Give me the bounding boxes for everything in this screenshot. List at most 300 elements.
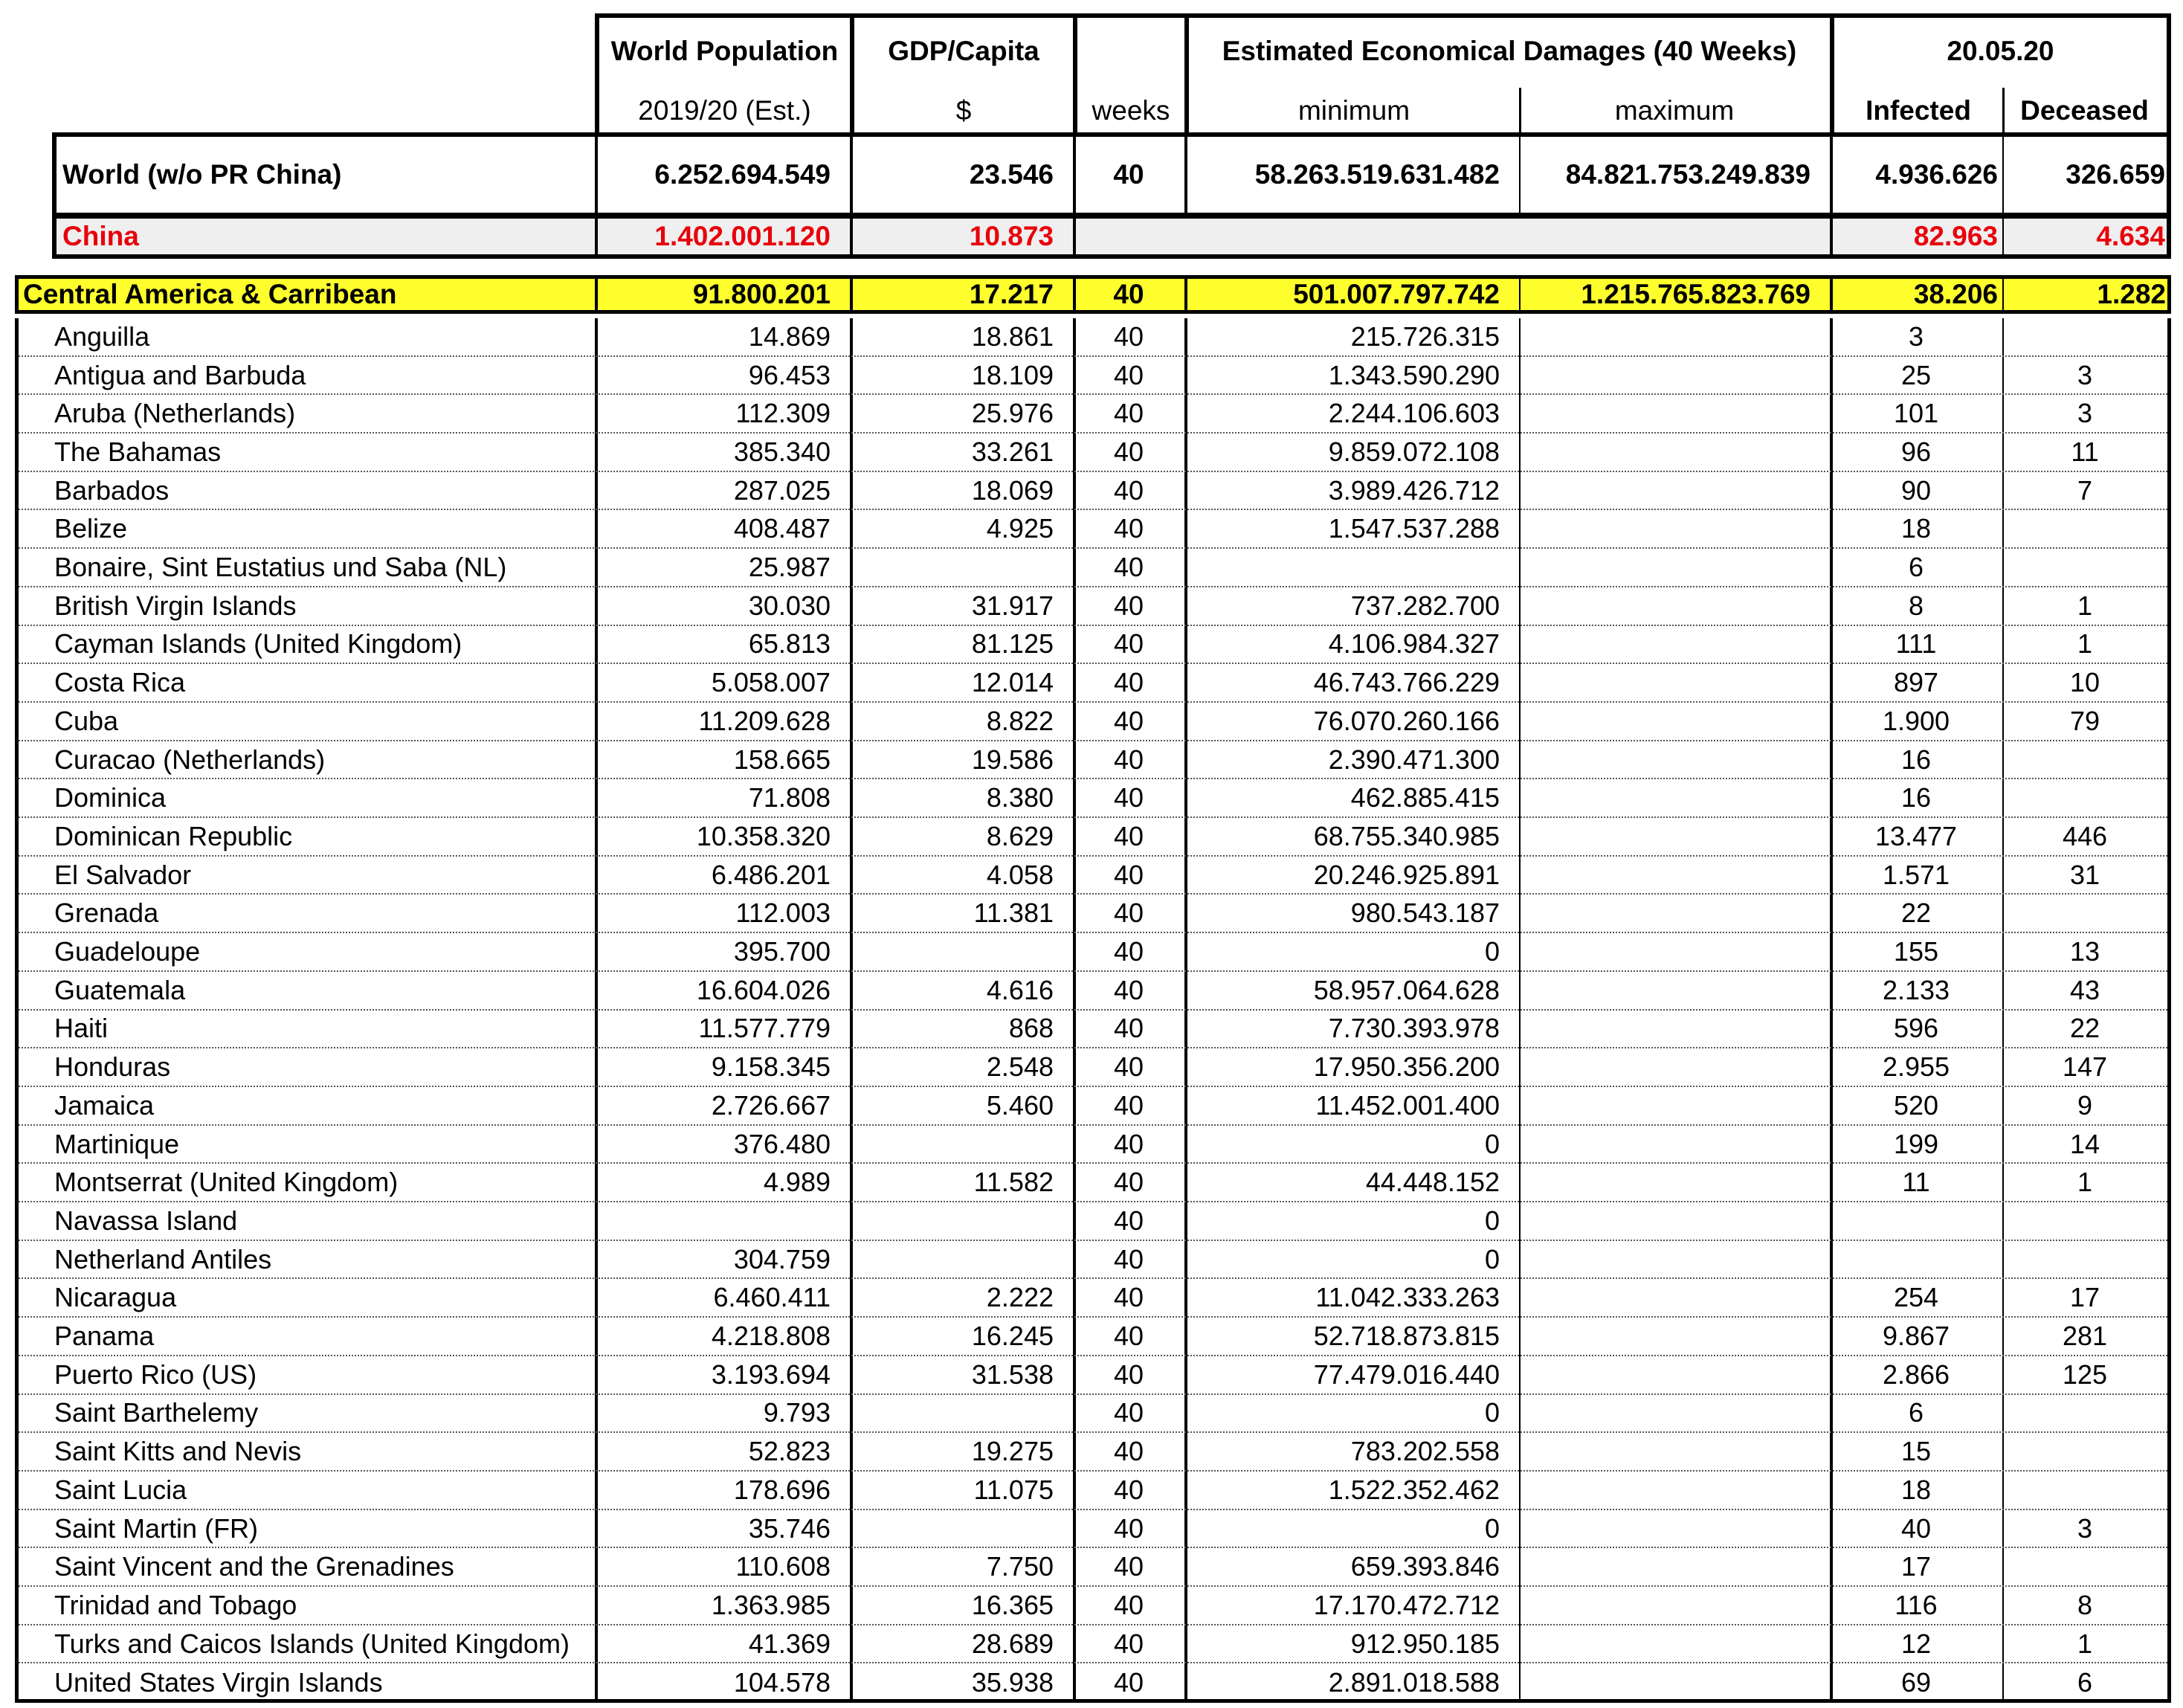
country-population [595, 1202, 850, 1240]
country-min-damage: 783.202.558 [1350, 1436, 1500, 1467]
country-deceased: 1 [2077, 1167, 2093, 1198]
country-weeks: 40 [1113, 1205, 1144, 1236]
country-min-damage: 11.452.001.400 [1315, 1089, 1500, 1121]
country-min-damage: 737.282.700 [1350, 590, 1500, 621]
country-weeks: 40 [1113, 1243, 1144, 1274]
country-min-damage: 0 [1484, 1397, 1500, 1428]
world-gdp: 23.546 [969, 159, 1054, 190]
table-row [19, 1433, 2167, 1472]
country-infected: 6 [1908, 1397, 1924, 1428]
country-gdp: 12.014 [971, 667, 1054, 698]
country-name: Navassa Island [54, 1205, 238, 1236]
country-min-damage: 215.726.315 [1350, 320, 1500, 352]
country-weeks: 40 [1113, 859, 1144, 890]
table-row [19, 511, 2167, 550]
country-min-damage: 659.393.846 [1350, 1551, 1500, 1582]
country-min-damage: 76.070.260.166 [1313, 705, 1500, 736]
country-min-damage: 77.479.016.440 [1313, 1359, 1500, 1390]
table-row [19, 741, 2167, 780]
table-row [19, 472, 2167, 511]
country-name: Netherland Antiles [54, 1243, 272, 1274]
table-row [19, 1318, 2167, 1356]
table-row [19, 1587, 2167, 1625]
country-deceased [2002, 1548, 2167, 1585]
table-header [595, 13, 2171, 134]
country-gdp: 19.275 [971, 1436, 1054, 1467]
country-infected: 69 [1900, 1667, 1932, 1698]
country-population: 41.369 [748, 1628, 831, 1659]
country-infected: 90 [1900, 474, 1932, 506]
country-name: Dominica [54, 782, 167, 813]
country-infected: 16 [1900, 744, 1932, 775]
region-infected: 38.206 [1913, 279, 1998, 309]
country-infected: 155 [1893, 936, 1939, 967]
country-gdp: 8.629 [986, 820, 1054, 851]
country-population: 5.058.007 [711, 667, 831, 698]
table-row [19, 1280, 2167, 1318]
country-infected: 101 [1893, 398, 1939, 429]
country-deceased: 3 [2077, 359, 2093, 390]
country-deceased [2002, 1241, 2167, 1278]
header-damages-title: Estimated Economical Damages (40 Weeks) [1222, 36, 1797, 66]
country-gdp: 25.976 [971, 398, 1054, 429]
country-gdp [850, 1510, 1073, 1547]
country-deceased: 43 [2069, 974, 2100, 1005]
country-name: Bonaire, Sint Eustatius und Saba (NL) [54, 552, 507, 583]
header-min-sub: minimum [1297, 95, 1410, 126]
country-gdp: 18.069 [971, 474, 1054, 506]
country-name: Antigua and Barbuda [54, 359, 306, 390]
country-deceased [2002, 1395, 2167, 1432]
world-weeks: 40 [1113, 159, 1144, 190]
country-population: 71.808 [748, 782, 831, 813]
country-population: 25.987 [748, 552, 831, 583]
country-weeks: 40 [1113, 1667, 1144, 1698]
country-min-damage: 1.547.537.288 [1328, 513, 1500, 544]
country-gdp: 18.109 [971, 359, 1054, 390]
country-population: 2.726.667 [711, 1089, 831, 1121]
header-max-sub: maximum [1614, 95, 1735, 126]
country-gdp: 31.917 [971, 590, 1054, 621]
header-deceased-sub: Deceased [2020, 95, 2149, 126]
country-min-damage [1184, 549, 1519, 586]
region-population: 91.800.201 [692, 279, 831, 309]
region-max: 1.215.765.823.769 [1581, 279, 1810, 309]
country-name: Saint Kitts and Nevis [54, 1436, 302, 1467]
country-infected [1830, 1202, 2002, 1240]
country-weeks: 40 [1113, 1051, 1144, 1083]
country-population: 110.608 [735, 1551, 831, 1582]
china-gdp: 10.873 [969, 221, 1054, 251]
country-weeks: 40 [1113, 1167, 1144, 1198]
country-min-damage: 68.755.340.985 [1313, 820, 1500, 851]
country-min-damage: 46.743.766.229 [1313, 667, 1500, 698]
country-min-damage: 0 [1484, 1512, 1500, 1544]
country-infected: 96 [1900, 436, 1932, 467]
country-infected: 40 [1900, 1512, 1932, 1544]
country-deceased [2002, 779, 2167, 816]
country-population: 3.193.694 [711, 1359, 831, 1390]
country-infected: 520 [1893, 1089, 1939, 1121]
country-infected: 22 [1900, 897, 1932, 929]
header-damages-divider [1519, 88, 1521, 134]
table-row [19, 587, 2167, 626]
country-weeks: 40 [1113, 667, 1144, 698]
country-min-damage: 2.244.106.603 [1328, 398, 1500, 429]
country-infected: 254 [1893, 1282, 1939, 1313]
country-min-damage: 20.246.925.891 [1313, 859, 1500, 890]
country-gdp: 8.380 [986, 782, 1054, 813]
table-row [19, 1202, 2167, 1241]
country-weeks: 40 [1113, 1551, 1144, 1582]
table-row [19, 1087, 2167, 1126]
country-weeks: 40 [1113, 974, 1144, 1005]
country-gdp [850, 933, 1073, 970]
country-min-damage: 9.859.072.108 [1328, 436, 1500, 467]
country-weeks: 40 [1113, 474, 1144, 506]
country-name: Martinique [54, 1128, 180, 1159]
country-gdp: 5.460 [986, 1089, 1054, 1121]
country-infected: 1.900 [1882, 705, 1950, 736]
country-infected: 25 [1900, 359, 1932, 390]
region-weeks: 40 [1113, 279, 1144, 309]
country-population: 96.453 [748, 359, 831, 390]
country-name: Haiti [54, 1013, 109, 1044]
table-row [19, 1395, 2167, 1434]
country-weeks: 40 [1113, 705, 1144, 736]
header-gdp [850, 13, 1073, 134]
country-gdp: 16.365 [971, 1589, 1054, 1620]
country-weeks: 40 [1113, 513, 1144, 544]
country-weeks: 40 [1113, 436, 1144, 467]
table-row [19, 318, 2167, 357]
country-deceased: 9 [2077, 1089, 2093, 1121]
country-name: Belize [54, 513, 128, 544]
region-gdp: 17.217 [969, 279, 1054, 309]
country-gdp: 81.125 [971, 628, 1054, 660]
country-population: 10.358.320 [696, 820, 831, 851]
country-infected: 111 [1895, 628, 1937, 660]
country-gdp: 4.616 [986, 974, 1054, 1005]
country-infected: 18 [1900, 1474, 1932, 1505]
country-weeks: 40 [1113, 628, 1144, 660]
table-row [19, 1356, 2167, 1395]
country-name: Guadeloupe [54, 936, 201, 967]
country-min-damage: 462.885.415 [1350, 782, 1500, 813]
country-gdp: 4.925 [986, 513, 1054, 544]
country-gdp: 2.222 [986, 1282, 1054, 1313]
country-weeks: 40 [1113, 1282, 1144, 1313]
country-deceased: 79 [2069, 705, 2100, 736]
country-deceased: 3 [2077, 398, 2093, 429]
country-infected: 2.866 [1882, 1359, 1950, 1390]
country-name: Cayman Islands (United Kingdom) [54, 628, 462, 660]
country-weeks: 40 [1113, 820, 1144, 851]
country-gdp: 4.058 [986, 859, 1054, 890]
table-row [19, 972, 2167, 1011]
header-date [1830, 13, 2171, 134]
world-deceased: 326.659 [2066, 159, 2165, 190]
table-row [19, 434, 2167, 472]
world-min: 58.263.519.631.482 [1254, 159, 1500, 190]
country-population: 14.869 [748, 320, 831, 352]
header-date-divider [2002, 88, 2005, 134]
country-deceased: 17 [2069, 1282, 2100, 1313]
country-deceased: 14 [2069, 1128, 2100, 1159]
country-name: Jamaica [54, 1089, 155, 1121]
table-row [19, 664, 2167, 703]
header-population [595, 13, 850, 134]
country-deceased: 1 [2077, 590, 2093, 621]
world-population: 6.252.694.549 [654, 159, 831, 190]
country-deceased: 3 [2077, 1512, 2093, 1544]
country-name: Dominican Republic [54, 820, 293, 851]
country-gdp: 19.586 [971, 744, 1054, 775]
table-row [19, 818, 2167, 857]
country-name: Saint Barthelemy [54, 1397, 259, 1428]
country-deceased: 6 [2077, 1667, 2093, 1698]
table-row [19, 1510, 2167, 1549]
header-weeks [1073, 13, 1184, 134]
country-deceased: 147 [2062, 1051, 2108, 1083]
china-population: 1.402.001.120 [654, 221, 831, 251]
country-population: 395.700 [733, 936, 831, 967]
country-gdp: 18.861 [971, 320, 1054, 352]
country-gdp: 33.261 [971, 436, 1054, 467]
header-weeks-sub: weeks [1092, 95, 1170, 126]
table-row [19, 1664, 2167, 1703]
table-row [19, 549, 2167, 587]
country-name: Anguilla [54, 320, 150, 352]
table-row [19, 1126, 2167, 1164]
table-row [19, 703, 2167, 741]
table-row [19, 1548, 2167, 1587]
country-infected: 13.477 [1874, 820, 1958, 851]
country-min-damage: 3.989.426.712 [1328, 474, 1500, 506]
country-name: Montserrat (United Kingdom) [54, 1167, 399, 1198]
table-row [19, 857, 2167, 895]
china-row [52, 214, 2171, 259]
country-deceased: 7 [2077, 474, 2093, 506]
country-population: 287.025 [733, 474, 831, 506]
country-name: Curacao (Netherlands) [54, 744, 326, 775]
header-gdp-sub: $ [955, 95, 972, 126]
table-row [19, 357, 2167, 396]
country-population: 35.746 [748, 1512, 831, 1544]
table-row [19, 1241, 2167, 1280]
world-max: 84.821.753.249.839 [1565, 159, 1810, 190]
country-infected: 18 [1900, 513, 1932, 544]
country-min-damage: 0 [1484, 1128, 1500, 1159]
header-damages [1184, 13, 1830, 134]
country-infected: 116 [1895, 1589, 1938, 1620]
country-weeks: 40 [1113, 1474, 1144, 1505]
table-row [19, 895, 2167, 934]
country-weeks: 40 [1113, 359, 1144, 390]
country-infected: 9.867 [1882, 1321, 1950, 1352]
table-row [19, 1011, 2167, 1049]
country-population: 376.480 [733, 1128, 831, 1159]
country-population: 304.759 [733, 1243, 831, 1274]
country-weeks: 40 [1113, 744, 1144, 775]
country-deceased: 446 [2062, 820, 2108, 851]
country-infected: 3 [1908, 320, 1924, 352]
country-population: 178.696 [733, 1474, 831, 1505]
country-population: 385.340 [733, 436, 831, 467]
country-weeks: 40 [1113, 1436, 1144, 1467]
country-name: British Virgin Islands [54, 590, 297, 621]
country-population: 1.363.985 [711, 1589, 831, 1620]
country-name: Cuba [54, 705, 119, 736]
country-weeks: 40 [1113, 782, 1144, 813]
region-deceased: 1.282 [2097, 279, 2166, 309]
country-gdp: 2.548 [986, 1051, 1054, 1083]
country-weeks: 40 [1113, 1397, 1144, 1428]
header-infected-sub: Infected [1866, 95, 1971, 126]
country-min-damage: 7.730.393.978 [1328, 1013, 1500, 1044]
country-population: 408.487 [733, 513, 831, 544]
country-population: 11.577.779 [698, 1013, 831, 1044]
country-weeks: 40 [1113, 1628, 1144, 1659]
country-population: 16.604.026 [696, 974, 831, 1005]
country-population: 9.793 [763, 1397, 831, 1428]
table-row [19, 1625, 2167, 1664]
country-weeks: 40 [1113, 552, 1144, 583]
country-min-damage: 17.170.472.712 [1313, 1589, 1500, 1620]
country-deceased: 125 [2062, 1359, 2108, 1390]
world-infected: 4.936.626 [1875, 159, 1998, 190]
country-deceased [2002, 1202, 2167, 1240]
country-min-damage: 17.950.356.200 [1313, 1051, 1500, 1083]
country-population: 112.309 [735, 398, 831, 429]
country-infected: 12 [1900, 1628, 1932, 1659]
country-name: Trinidad and Tobago [54, 1589, 297, 1620]
country-weeks: 40 [1113, 897, 1144, 929]
table-row [19, 933, 2167, 972]
country-population: 9.158.345 [711, 1051, 831, 1083]
country-min-damage: 11.042.333.263 [1315, 1282, 1500, 1313]
country-deceased [2002, 549, 2167, 586]
table-row [19, 395, 2167, 434]
country-deceased [2002, 741, 2167, 779]
country-name: Saint Martin (FR) [54, 1512, 259, 1544]
country-name: Panama [54, 1321, 155, 1352]
country-infected: 16 [1900, 782, 1932, 813]
country-min-damage: 52.718.873.815 [1313, 1321, 1500, 1352]
country-infected: 897 [1893, 667, 1939, 698]
country-weeks: 40 [1113, 1321, 1144, 1352]
country-name: Saint Lucia [54, 1474, 187, 1505]
country-gdp [850, 1241, 1073, 1278]
country-gdp: 16.245 [971, 1321, 1054, 1352]
country-population: 104.578 [733, 1667, 831, 1698]
country-weeks: 40 [1113, 1013, 1144, 1044]
country-min-damage: 0 [1484, 936, 1500, 967]
country-min-damage: 4.106.984.327 [1328, 628, 1500, 660]
table-row [19, 1164, 2167, 1202]
country-weeks: 40 [1113, 1589, 1144, 1620]
country-infected: 2.133 [1882, 974, 1950, 1005]
country-infected: 8 [1908, 590, 1924, 621]
country-name: Saint Vincent and the Grenadines [54, 1551, 454, 1582]
country-name: Costa Rica [54, 667, 186, 698]
country-gdp: 11.075 [973, 1474, 1054, 1505]
country-name: Grenada [54, 897, 159, 929]
country-population: 52.823 [748, 1436, 831, 1467]
country-name: Barbados [54, 474, 170, 506]
china-deceased: 4.634 [2096, 221, 2165, 251]
country-infected: 17 [1900, 1551, 1932, 1582]
table-row [19, 1472, 2167, 1510]
table-row [19, 1048, 2167, 1087]
country-deceased: 11 [2071, 436, 2099, 467]
country-weeks: 40 [1113, 590, 1144, 621]
china-name: China [62, 221, 139, 251]
country-weeks: 40 [1113, 1359, 1144, 1390]
country-population: 4.989 [763, 1167, 831, 1198]
country-deceased: 10 [2069, 667, 2100, 698]
country-population: 6.486.201 [711, 859, 831, 890]
country-min-damage: 2.390.471.300 [1328, 744, 1500, 775]
country-gdp: 28.689 [971, 1628, 1054, 1659]
divider [1073, 219, 1076, 254]
header-gdp-title: GDP/Capita [888, 36, 1039, 66]
country-min-damage: 0 [1484, 1205, 1500, 1236]
country-gdp: 7.750 [986, 1551, 1054, 1582]
country-infected: 199 [1893, 1128, 1939, 1159]
country-name: Nicaragua [54, 1282, 177, 1313]
country-gdp: 8.822 [986, 705, 1054, 736]
country-table-body [15, 318, 2171, 1703]
country-infected: 11 [1902, 1167, 1930, 1198]
country-population: 30.030 [748, 590, 831, 621]
country-deceased [2002, 1472, 2167, 1509]
country-min-damage: 44.448.152 [1365, 1167, 1500, 1198]
country-population: 158.665 [733, 744, 831, 775]
country-min-damage: 980.543.187 [1350, 897, 1500, 929]
country-infected: 2.955 [1882, 1051, 1950, 1083]
china-infected: 82.963 [1913, 221, 1998, 251]
country-gdp [850, 549, 1073, 586]
country-name: Puerto Rico (US) [54, 1359, 257, 1390]
country-gdp: 31.538 [971, 1359, 1054, 1390]
country-weeks: 40 [1113, 936, 1144, 967]
region-min: 501.007.797.742 [1293, 279, 1500, 309]
country-gdp: 11.582 [973, 1167, 1054, 1198]
country-population: 4.218.808 [711, 1321, 831, 1352]
country-weeks: 40 [1113, 1512, 1144, 1544]
country-deceased [2002, 318, 2167, 355]
country-name: Turks and Caicos Islands (United Kingdom) [54, 1628, 570, 1659]
country-name: El Salvador [54, 859, 192, 890]
world-name: World (w/o PR China) [62, 159, 342, 190]
country-weeks: 40 [1113, 398, 1144, 429]
country-gdp: 868 [1008, 1013, 1054, 1044]
country-name: Aruba (Netherlands) [54, 398, 296, 429]
country-population: 11.209.628 [698, 705, 831, 736]
country-gdp: 35.938 [971, 1667, 1054, 1698]
country-name: Honduras [54, 1051, 171, 1083]
country-deceased: 8 [2077, 1589, 2093, 1620]
country-deceased: 1 [2077, 1628, 2093, 1659]
table-row [19, 626, 2167, 665]
country-deceased [2002, 895, 2167, 932]
country-infected: 15 [1900, 1436, 1932, 1467]
country-min-damage: 1.522.352.462 [1328, 1474, 1500, 1505]
country-population: 65.813 [748, 628, 831, 660]
country-weeks: 40 [1113, 1089, 1144, 1121]
country-population: 6.460.411 [713, 1282, 831, 1313]
